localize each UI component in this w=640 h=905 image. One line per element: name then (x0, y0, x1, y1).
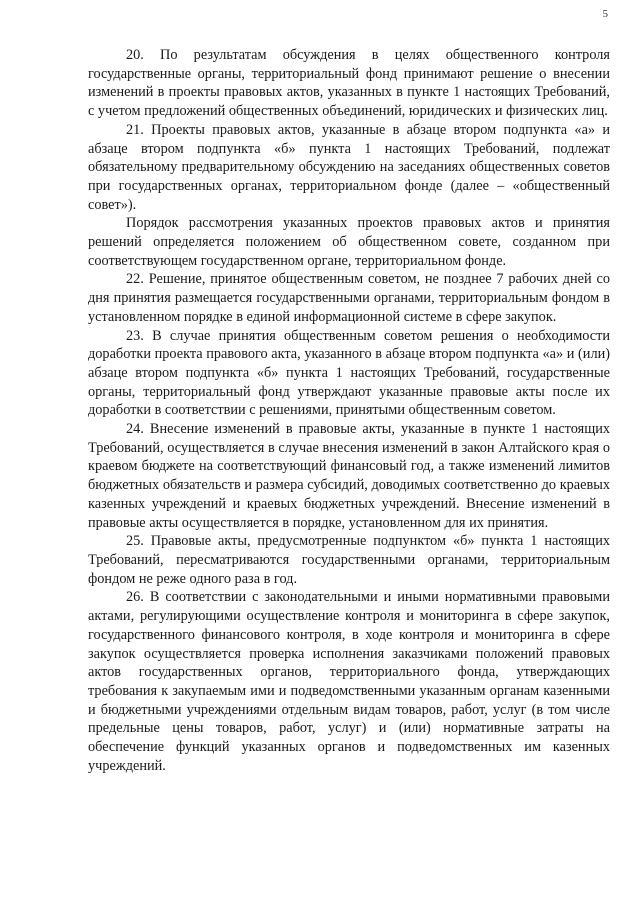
paragraph-22: 22. Решение, принятое общественным советом, не позднее 7 рабочих дней со дня принятия размещается государственными органами, территориальным фондом в установленном порядке в единой информационной системе в сфере закупок. (88, 271, 610, 325)
paragraph-21: 21. Проекты правовых актов, указанные в абзаце втором подпункта «а» и абзаце втором подпункта «б» пункта 1 настоящих Требований, подлежат обязательному предварительному обсуждению на заседаниях общественных советов при государственных органах, территориальном фонде (далее – «общественный совет»). (88, 121, 610, 213)
paragraph-25: 25. Правовые акты, предусмотренные подпунктом «б» пункта 1 настоящих Требований, пересматриваются государственными органами, территориальным фондом не реже одного раза в год. (88, 533, 610, 587)
paragraph-24: 24. Внесение изменений в правовые акты, указанные в пункте 1 настоящих Требований, осуществляется в случае внесения изменений в закон Алтайского края о краевом бюджете на соответствующий финансовый год, а также изменений лимитов бюджетных обязательств и размера субсидий, доводимых соответственно до краевых казенных учреждений и краевых бюджетных учреждений. Внесение изменений в правовые акты осуществляется в порядке, установленном для их принятия. (88, 421, 610, 531)
paragraph-20: 20. По результатам обсуждения в целях общественного контроля государственные органы, территориальный фонд принимают решение о внесении изменений в проекты правовых актов, указанных в пункте 1 настоящих Требований, с учетом предложений общественных объединений, юридических и физических лиц. (88, 47, 610, 120)
page-number: 5 (602, 8, 608, 20)
paragraph-21-procedure: Порядок рассмотрения указанных проектов правовых актов и принятия решений определяется положением об общественном совете, созданном при соответствующем государственном органе, территориальном фонде. (88, 215, 610, 269)
paragraph-26: 26. В соответствии с законодательными и иными нормативными правовыми актами, регулирующими осуществление контроля и мониторинга в сфере закупок, государственного финансового контроля, в ходе контроля и мониторинга в сфере закупок осуществляется проверка исполнения заказчиками положений правовых актов государственных органов, территориального фонда, утверждающих требования к закупаемым ими и подведомственными указанным органам казенными и бюджетными учреждениями отдельным видам товаров, работ, услуг (в том числе предельные цены товаров, работ, услуг) и (или) нормативные затраты на обеспечение функций указанных органов и подведомственных им казенных учреждений. (88, 589, 610, 774)
paragraph-23: 23. В случае принятия общественным советом решения о необходимости доработки проекта правового акта, указанного в абзаце втором подпункта «а» и (или) абзаце втором подпункта «б» пункта 1 настоящих Требований, государственные органы, территориальный фонд утверждают указанные правовые акты после их доработки в соответствии с решениями, принятыми общественным советом. (88, 327, 610, 419)
document-body (88, 46, 610, 775)
